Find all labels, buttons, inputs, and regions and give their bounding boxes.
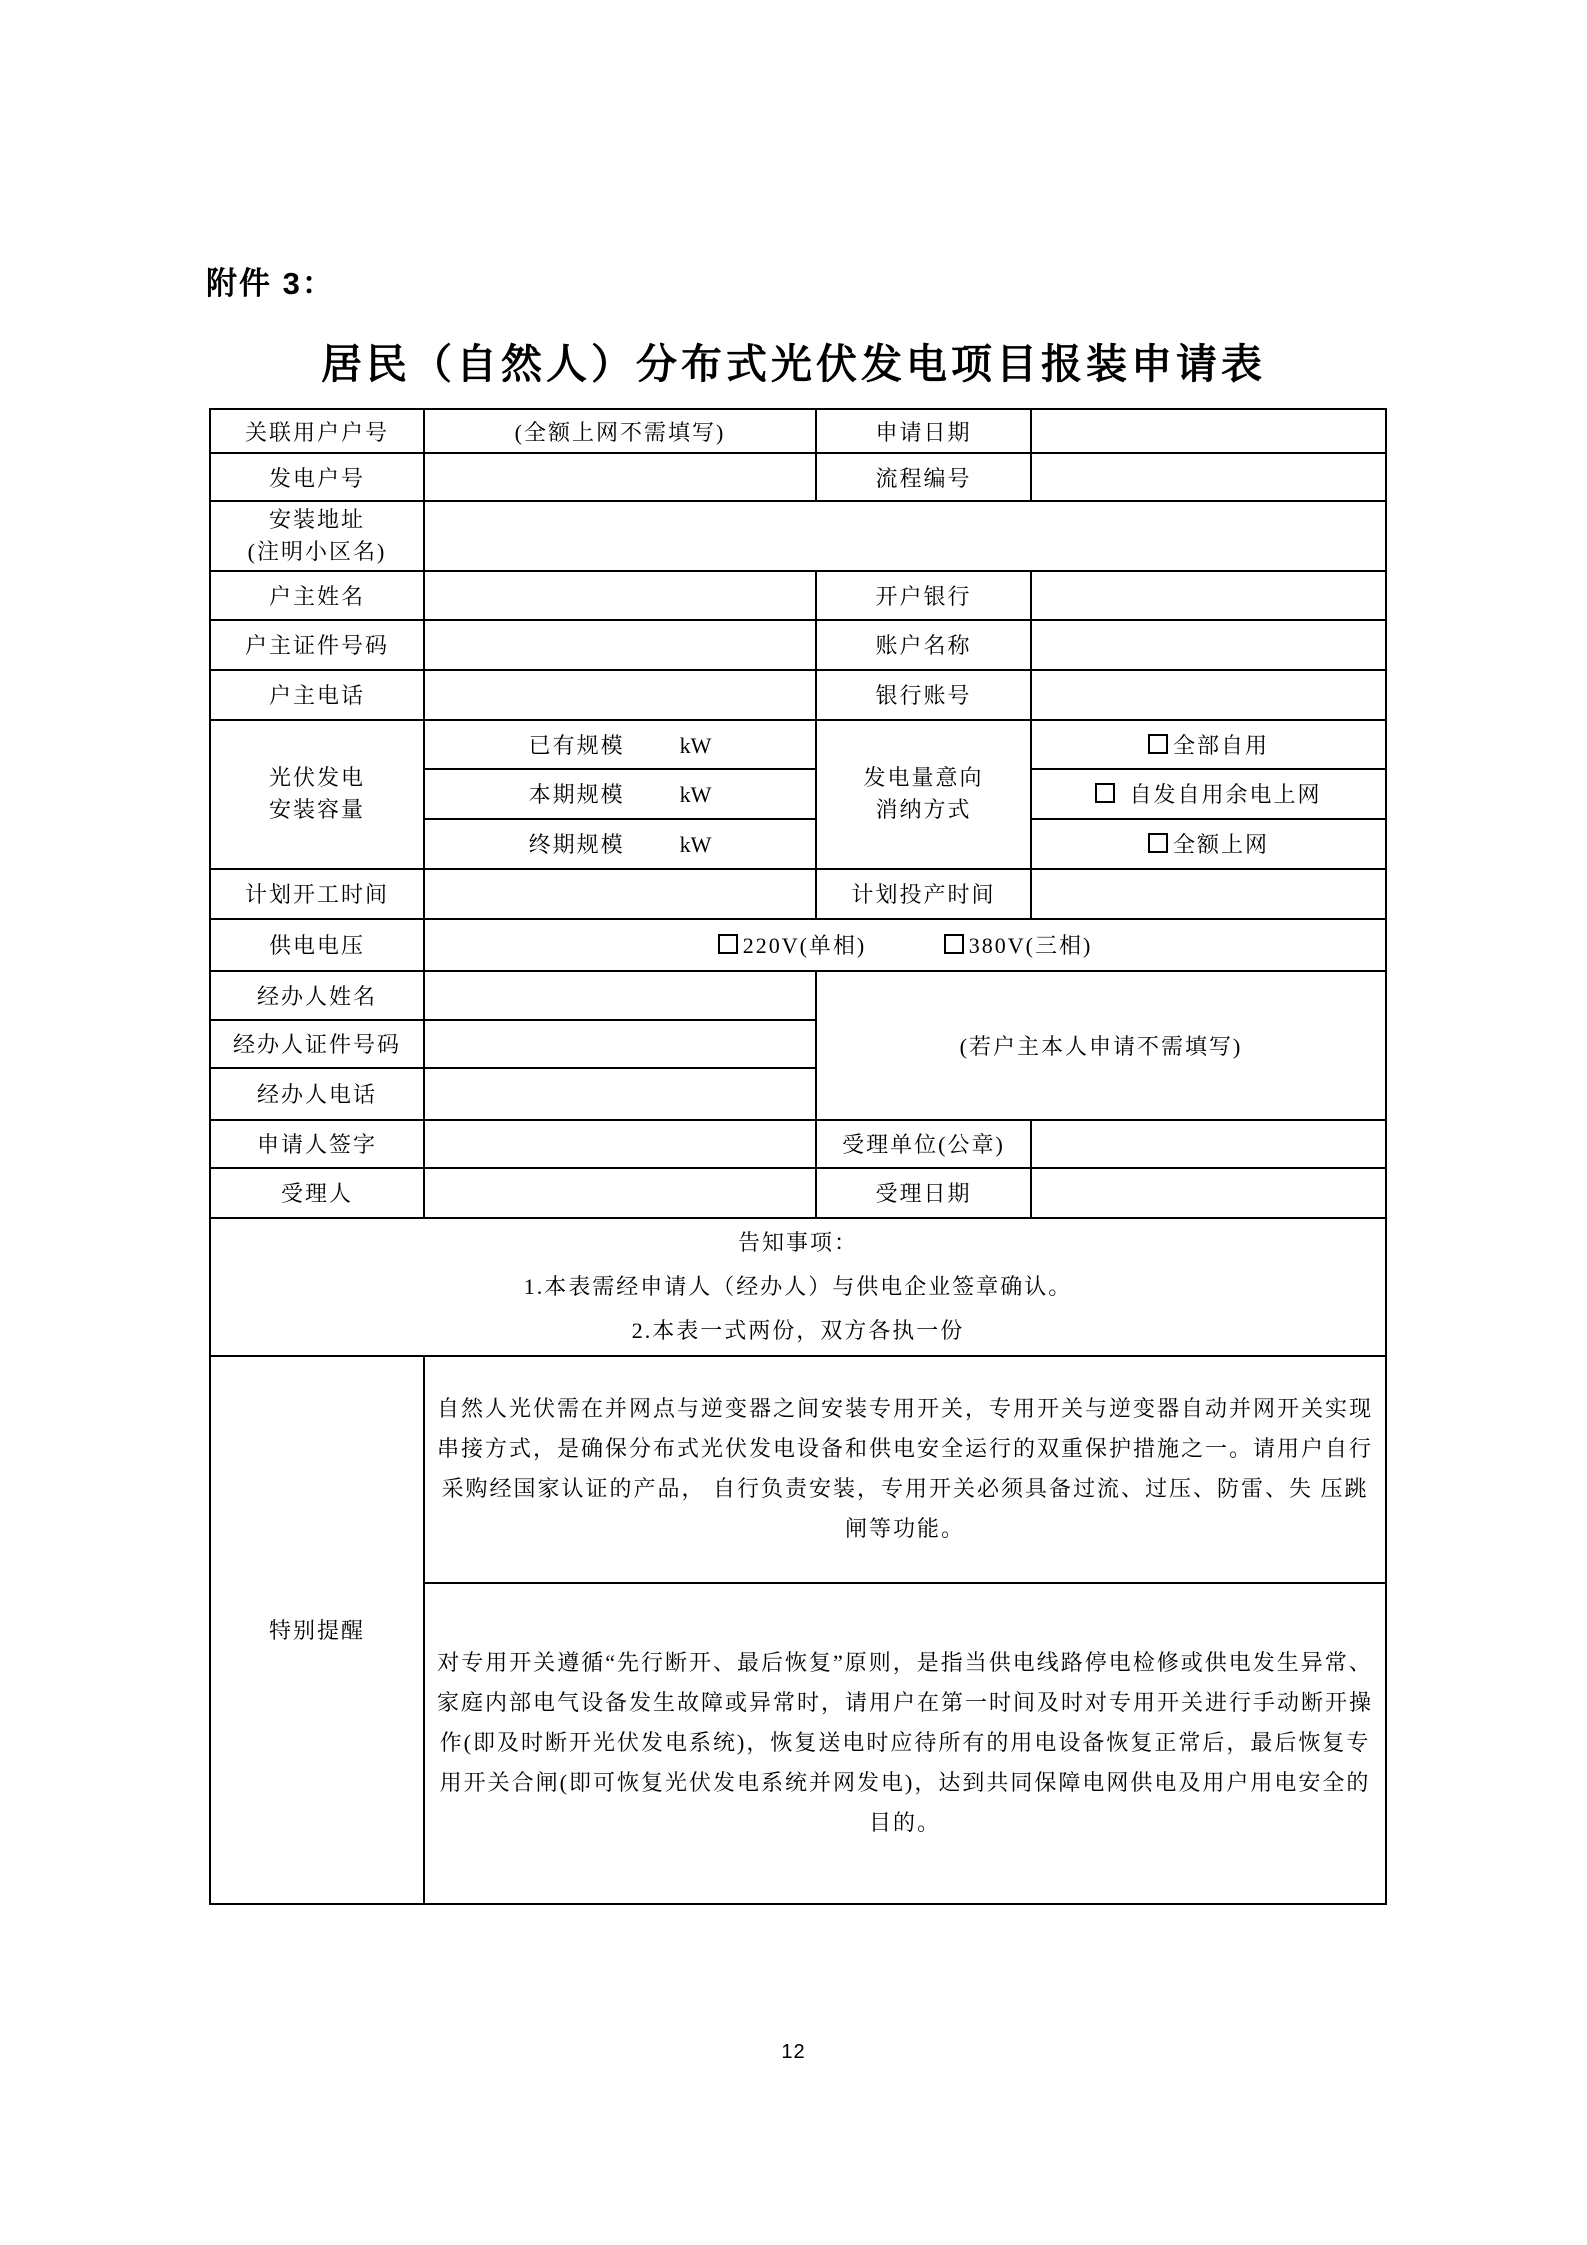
row-plan-dates	[210, 869, 1386, 919]
install-address-label	[210, 501, 424, 571]
row-agent-name	[210, 971, 1386, 1020]
capacity-existing-unit: kW	[679, 732, 712, 758]
capacity-current-label: 本期规模	[528, 782, 625, 808]
install-address-label-line1: 安装地址	[268, 507, 365, 532]
owner-phone-label: 户主电话	[210, 670, 424, 720]
linked-user-value: (全额上网不需填写)	[424, 409, 816, 453]
plan-production-value	[1031, 869, 1386, 919]
row-install-address	[210, 501, 1386, 571]
capacity-existing-label: 已有规模	[528, 732, 625, 758]
checkbox-icon	[1148, 734, 1168, 754]
reminder-paragraph-1: 自然人光伏需在并网点与逆变器之间安装专用开关，专用开关与逆变器自动并网开关实现串接方式，是确保分布式光伏发电设备和供电安全运行的双重保护措施之一。请用户自行采购经国家认证的产品， 自行负责安装，专用开关必须具备过流、过压、防雷、失 压跳闸等功能。	[424, 1356, 1386, 1583]
voltage-option-380v	[944, 933, 1093, 958]
consumption-option-full-grid	[1031, 819, 1386, 869]
capacity-label-line2: 安装容量	[268, 797, 365, 823]
voltage-option-220v	[718, 933, 867, 958]
install-address-label-line2: (注明小区名)	[247, 538, 387, 564]
owner-id-value	[424, 620, 816, 670]
agent-name-value	[424, 971, 816, 1020]
row-owner-phone	[210, 670, 1386, 720]
supply-voltage-label: 供电电压	[210, 919, 424, 971]
application-form-table	[209, 408, 1387, 1905]
checkbox-icon	[1095, 783, 1115, 803]
owner-id-label: 户主证件号码	[210, 620, 424, 670]
row-owner-id	[210, 620, 1386, 670]
agent-id-value	[424, 1020, 816, 1068]
row-owner-name	[210, 571, 1386, 620]
applicant-sign-value	[424, 1120, 816, 1168]
consumption-label-line2: 消纳方式	[875, 797, 972, 823]
account-name-label: 账户名称	[816, 620, 1031, 670]
capacity-label-line1: 光伏发电	[268, 765, 365, 791]
plan-start-label: 计划开工时间	[210, 869, 424, 919]
owner-name-label: 户主姓名	[210, 571, 424, 620]
reminder-label: 特别提醒	[210, 1356, 424, 1904]
agent-name-label: 经办人姓名	[210, 971, 424, 1020]
flow-no-label: 流程编号	[816, 453, 1031, 501]
capacity-existing-cell	[424, 720, 816, 769]
consumption-option-self-use	[1031, 720, 1386, 769]
consumption-option-self-use-label: 全部自用	[1172, 732, 1269, 758]
linked-user-label: 关联用户户号	[210, 409, 424, 453]
consumption-label-line1: 发电量意向	[863, 765, 984, 791]
gen-user-value	[424, 453, 816, 501]
accept-date-label: 受理日期	[816, 1168, 1031, 1218]
row-notice	[210, 1218, 1386, 1356]
row-linked-user	[210, 409, 1386, 453]
acceptor-label: 受理人	[210, 1168, 424, 1218]
install-address-value	[424, 501, 1386, 571]
row-applicant-sign	[210, 1120, 1386, 1168]
agent-id-label: 经办人证件号码	[210, 1020, 424, 1068]
gen-user-label: 发电户号	[210, 453, 424, 501]
capacity-final-cell	[424, 819, 816, 869]
capacity-final-unit: kW	[679, 832, 712, 858]
agent-note: (若户主本人申请不需填写)	[816, 971, 1386, 1120]
owner-name-value	[424, 571, 816, 620]
notice-title: 告知事项：	[737, 1229, 858, 1255]
apply-date-value	[1031, 409, 1386, 453]
attachment-label: 附件 3：	[206, 266, 335, 301]
row-reminder-1	[210, 1356, 1386, 1583]
plan-production-label: 计划投产时间	[816, 869, 1031, 919]
accept-unit-value	[1031, 1120, 1386, 1168]
consumption-option-surplus	[1031, 769, 1386, 819]
consumption-option-surplus-label: 自发自用余电上网	[1129, 782, 1322, 808]
checkbox-icon	[944, 934, 964, 954]
voltage-option-380v-label: 380V(三相)	[968, 933, 1093, 959]
notice-cell	[210, 1218, 1386, 1356]
accept-unit-label: 受理单位(公章)	[816, 1120, 1031, 1168]
acceptor-value	[424, 1168, 816, 1218]
consumption-option-full-grid-label: 全额上网	[1172, 832, 1269, 858]
reminder-paragraph-2: 对专用开关遵循“先行断开、最后恢复”原则，是指当供电线路停电检修或供电发生异常、家庭内部电气设备发生故障或异常时，请用户在第一时间及时对专用开关进行手动断开操作(即及时断开光伏发电系统)，恢复送电时应待所有的用电设备恢复正常后，最后恢复专用开关合闸(即可恢复光伏发电系统并网发电)，达到共同保障电网供电及用户用电安全的目的。	[424, 1583, 1386, 1904]
applicant-sign-label: 申请人签字	[210, 1120, 424, 1168]
agent-phone-label: 经办人电话	[210, 1068, 424, 1120]
bank-value	[1031, 571, 1386, 620]
notice-item: 2.本表一式两份，双方各执一份	[631, 1317, 965, 1343]
checkbox-icon	[1148, 833, 1168, 853]
capacity-final-label: 终期规模	[528, 832, 625, 858]
plan-start-value	[424, 869, 816, 919]
row-capacity-existing	[210, 720, 1386, 769]
agent-phone-value	[424, 1068, 816, 1120]
capacity-label	[210, 720, 424, 869]
owner-phone-value	[424, 670, 816, 720]
bank-label: 开户银行	[816, 571, 1031, 620]
page-number: 12	[781, 2041, 806, 2063]
apply-date-label: 申请日期	[816, 409, 1031, 453]
supply-voltage-options	[424, 919, 1386, 971]
accept-date-value	[1031, 1168, 1386, 1218]
row-acceptor	[210, 1168, 1386, 1218]
consumption-label	[816, 720, 1031, 869]
form-title: 居民（自然人）分布式光伏发电项目报装申请表	[321, 341, 1266, 387]
bank-account-value	[1031, 670, 1386, 720]
voltage-option-220v-label: 220V(单相)	[742, 933, 867, 959]
row-supply-voltage	[210, 919, 1386, 971]
flow-no-value	[1031, 453, 1386, 501]
checkbox-icon	[718, 934, 738, 954]
capacity-current-cell	[424, 769, 816, 819]
row-gen-user	[210, 453, 1386, 501]
bank-account-label: 银行账号	[816, 670, 1031, 720]
account-name-value	[1031, 620, 1386, 670]
notice-item: 1.本表需经申请人（经办人）与供电企业签章确认。	[523, 1273, 1073, 1299]
capacity-current-unit: kW	[679, 782, 712, 808]
